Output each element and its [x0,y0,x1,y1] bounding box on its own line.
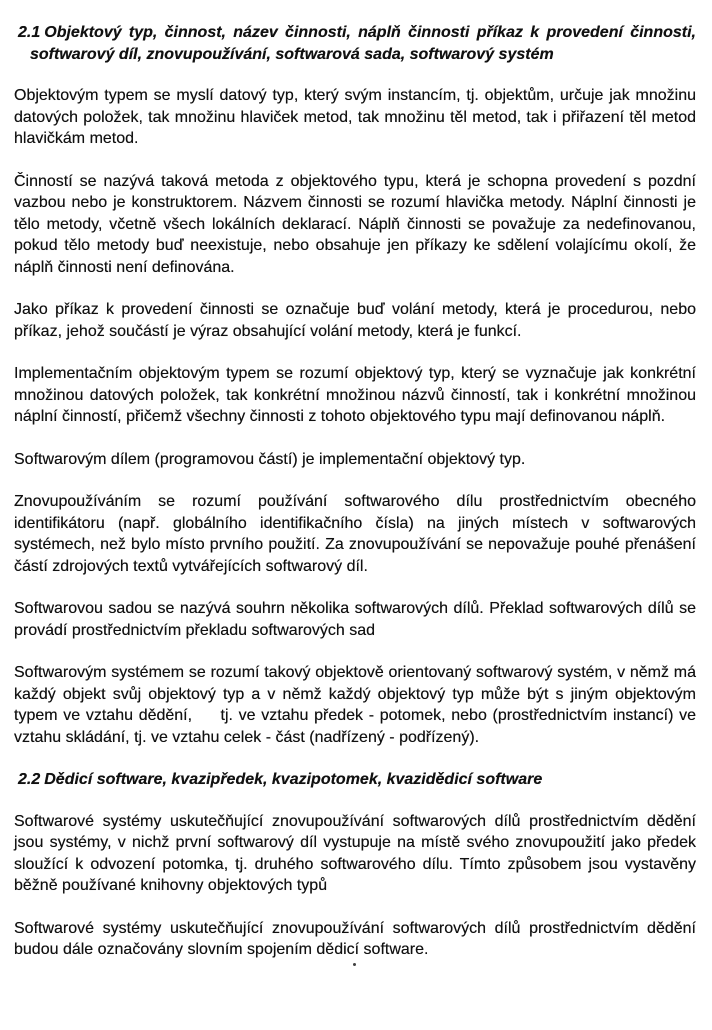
paragraph-dedici-software-systemy: Softwarové systémy uskutečňující znovupoužívání softwarových dílů prostřednictvím dědění jsou systémy, v nichž první softwarový díl vystupuje na místě svého znovupoužití jako předek sloužící k odvození potomka, tj. druhého softwarového dílu. Tímto způsobem jsou vystavěny běžně používané knihovny objektových typů [14,812,696,894]
paragraph-cinnost: Činností se nazývá taková metoda z objektového typu, která je schopna provedení s pozdní vazbou nebo je konstruktorem. Názvem činnosti se rozumí hlavička metody. Náplní činnosti je tělo metody, včetně všech lokálních deklarací. Náplň činnosti se považuje za nedefinovanou, pokud tělo metody buď neexistuje, nebo obsahuje jen příkazy ke sdělení volajícímu okolí, že náplň činnosti není definována. [14,172,696,276]
paragraph-softwarova-sada: Softwarovou sadou se nazývá souhrn několika softwarových dílů. Překlad softwarových dílů se provádí prostřednictvím překladu softwarových sad [14,600,696,639]
paragraph-znovupouzivani: Znovupoužíváním se rozumí používání softwarového dílu prostřednictvím obecného identifikátoru (např. globálního identifikačního čísla) na jiných místech v softwarových systémech, než bylo místo prvního použití. Za znovupoužívání se nepovažuje pouhé přenášení částí zdrojových textů vytvářejících softwarový díl. [14,493,696,575]
scan-artifact-dot [353,963,356,966]
section-title: Dědicí software, kvazipředek, kvazipotomek, kvazidědicí software [44,771,543,788]
paragraph-prikaz-k-provedeni: Jako příkaz k provedení činnosti se označuje buď volání metody, která je procedurou, nebo příkaz, jehož součástí je výraz obsahující volání metody, která je funkcí. [14,301,696,340]
section-title: Objektový typ, činnost, název činnosti, náplň činnosti příkaz k provedení činnosti, softwarový díl, znovupoužívání, softwarová sada, softwarový systém [30,24,696,63]
section-heading-2-2 [18,769,696,791]
section-number: 2.2 [18,771,41,788]
section-heading-2-1 [18,22,696,65]
section-number: 2.1 [18,24,41,41]
paragraph-dedici-software-oznaceni: Softwarové systémy uskutečňující znovupoužívání softwarových dílů prostřednictvím dědění budou dále označovány slovním spojením dědicí software. [14,919,696,958]
paragraph-objektovy-typ: Objektovým typem se myslí datový typ, který svým instancím, tj. objektům, určuje jak množinu datových položek, tak množinu hlaviček metod, tak množinu těl metod, tak i přiřazení těl metod hlavičkám metod. [14,87,696,147]
paragraph-softwarovy-dil: Softwarovým dílem (programovou částí) je implementační objektový typ. [14,450,526,468]
paragraph-softwarovy-system: Softwarovým systémem se rozumí takový objektově orientovaný softwarový systém, v němž má každý objekt svůj objektový typ a v němž každý objektový typ může být s jiným objektovým typem ve vztahu dědění, tj. ve vztahu předek - potomek, nebo (prostřednictvím instancí) ve vztahu skládání, tj. ve vztahu celek - část (nadřízený - podřízený). [14,664,696,746]
paragraph-implementacni-objektovy-typ: Implementačním objektovým typem se rozumí objektový typ, který se vyznačuje jak konkrétní množinou datových položek, tak konkrétní množinou názvů činností, tak i konkrétní množinou náplní činností, přičemž všechny činnosti z tohoto objektového typu mají definovanou náplň. [14,365,696,425]
